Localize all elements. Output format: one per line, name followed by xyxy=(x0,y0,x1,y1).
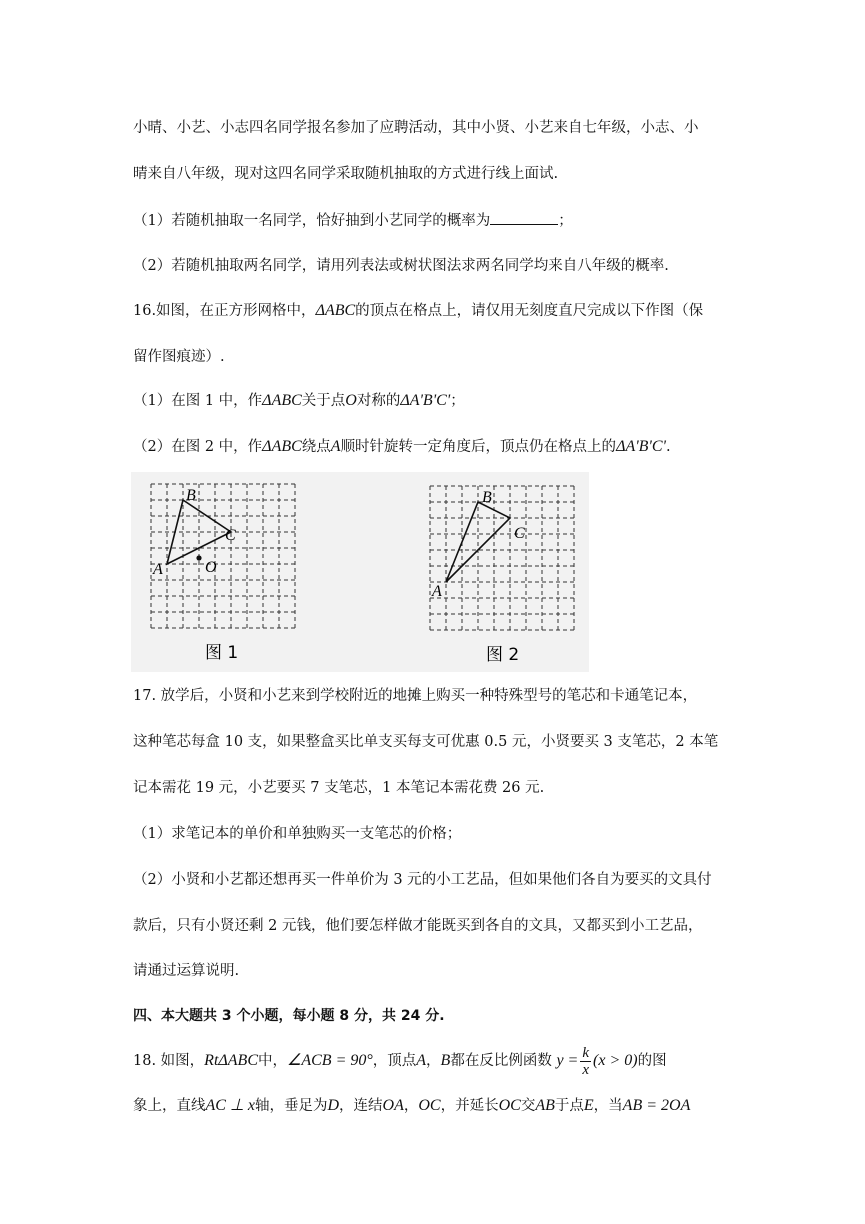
segment-oc: OC xyxy=(418,1097,441,1114)
q18-text: 18. 如图， xyxy=(133,1053,205,1069)
function-y: y = xyxy=(556,1052,579,1069)
point-o: O xyxy=(345,392,357,409)
figure-2-caption: 图 2 xyxy=(486,645,520,665)
q16-text: （2）在图 2 中，作 xyxy=(133,439,263,455)
triangle-abc: ΔABC xyxy=(262,438,302,455)
segment-oc: OC xyxy=(498,1097,521,1114)
q16-text: 关于点 xyxy=(301,393,346,409)
q15-line-1: 小晴、小艺、小志四名同学报名参加了应聘活动，其中小贤、小艺来自七年级，小志、小 xyxy=(133,120,699,136)
q15-part-1-end: ； xyxy=(558,213,573,229)
fraction-numerator: k xyxy=(582,1044,590,1061)
q16-line-1 xyxy=(133,301,703,321)
section-4-heading: 四、本大题共 3 个小题，每小题 8 分，共 24 分. xyxy=(133,1008,445,1024)
label-a: A xyxy=(153,561,163,578)
q18-text: ，连结 xyxy=(339,1098,383,1114)
q18-text: 轴，垂足为 xyxy=(254,1098,328,1114)
point-d: D xyxy=(327,1097,340,1114)
fraction-denominator: x xyxy=(582,1061,590,1078)
figure-1 xyxy=(131,472,311,672)
q16-text: 对称的 xyxy=(356,393,401,409)
point-o-dot xyxy=(196,555,201,560)
point-b: B xyxy=(440,1052,451,1069)
q15-part-1-text: （1）若随机抽取一名同学，恰好抽到小艺同学的概率为 xyxy=(133,213,491,229)
label-b: B xyxy=(482,489,492,506)
q18-text: ，并延长 xyxy=(440,1098,499,1114)
domain-condition: (x > 0) xyxy=(593,1052,638,1069)
q16-part-2 xyxy=(133,437,671,457)
condition-ab-2oa: AB = 2OA xyxy=(622,1097,691,1114)
segment-oa: OA xyxy=(382,1097,404,1114)
q15-part-1 xyxy=(133,210,573,231)
q16-text: 16.如图，在正方形网格中， xyxy=(133,303,316,319)
q18-text: 的图 xyxy=(637,1053,667,1069)
q16-text: 顺时针旋转一定角度后，顶点仍在格点上的 xyxy=(340,439,617,455)
label-c: C xyxy=(225,527,236,544)
point-e: E xyxy=(583,1097,594,1114)
q18-text: 都在反比例函数 xyxy=(450,1053,552,1069)
ac-perpendicular: AC ⊥ x xyxy=(205,1097,255,1114)
answer-blank xyxy=(490,210,558,225)
q18-text: 交 xyxy=(520,1098,536,1114)
q17-part-2-line-3: 请通过运算说明. xyxy=(133,963,240,979)
q16-line-2: 留作图痕迹）. xyxy=(133,349,225,365)
figure-2 xyxy=(410,472,590,672)
triangle-abc: ΔABC xyxy=(262,392,302,409)
q16-part-1 xyxy=(133,391,465,411)
q18-text: 中， xyxy=(258,1053,287,1069)
q18-text: ， xyxy=(403,1098,419,1114)
triangle-a-prime: ΔA'B'C' xyxy=(400,392,451,409)
point-a: A xyxy=(416,1052,427,1069)
q16-text: . xyxy=(665,439,671,455)
q18-line-1 xyxy=(133,1044,667,1078)
segment-ab: AB xyxy=(535,1097,555,1114)
q15-line-2: 晴来自八年级，现对这四名同学采取随机抽取的方式进行线上面试. xyxy=(133,166,559,182)
q17-line-2: 这种笔芯每盒 10 支，如果整盒买比单支买每支可优惠 0.5 元，小贤要买 3 支笔芯，2 本笔 xyxy=(133,734,719,750)
q16-text: （1）在图 1 中，作 xyxy=(133,393,263,409)
q17-part-2-line-2: 款后，只有小贤还剩 2 元钱，他们要怎样做才能既买到各自的文具，又都买到小工艺品， xyxy=(133,918,703,934)
q16-text: ； xyxy=(450,393,465,409)
point-a: A xyxy=(330,438,341,455)
label-a: A xyxy=(432,583,442,600)
label-c: C xyxy=(514,525,525,542)
q18-text: ，当 xyxy=(593,1098,623,1114)
fraction-k-over-x xyxy=(580,1045,591,1078)
figure-1-caption: 图 1 xyxy=(205,643,239,663)
label-b: B xyxy=(186,487,196,504)
q17-line-1: 17. 放学后，小贤和小艺来到学校附近的地摊上购买一种特殊型号的笔芯和卡通笔记本， xyxy=(133,688,698,704)
q17-part-1: （1）求笔记本的单价和单独购买一支笔芯的价格； xyxy=(133,826,462,842)
q18-text: 于点 xyxy=(554,1098,584,1114)
triangle-a-prime: ΔA'B'C' xyxy=(616,438,666,455)
label-o: O xyxy=(205,559,217,576)
q18-line-2 xyxy=(133,1096,690,1116)
q18-text: 象上，直线 xyxy=(133,1098,206,1114)
q18-text: ，顶点 xyxy=(372,1053,417,1069)
q15-part-2: （2）若随机抽取两名同学，请用列表法或树状图法求两名同学均来自八年级的概率. xyxy=(133,258,669,274)
grid-2 xyxy=(430,486,574,630)
q17-line-3: 记本需花 19 元，小艺要买 7 支笔芯，1 本笔记本需花费 26 元. xyxy=(133,780,545,796)
triangle-abc: ΔABC xyxy=(315,302,356,319)
q17-part-2-line-1: （2）小贤和小艺都还想再买一件单价为 3 元的小工艺品，但如果他们各自为要买的文具付 xyxy=(133,872,712,888)
grid-1 xyxy=(151,484,296,628)
q16-text: 绕点 xyxy=(301,439,331,455)
q18-text: ， xyxy=(426,1053,441,1069)
q16-text: 的顶点在格点上，请仅用无刻度直尺完成以下作图（保 xyxy=(355,303,704,319)
angle-acb: ∠ACB = 90° xyxy=(287,1052,373,1069)
rt-triangle: RtΔABC xyxy=(204,1052,258,1069)
